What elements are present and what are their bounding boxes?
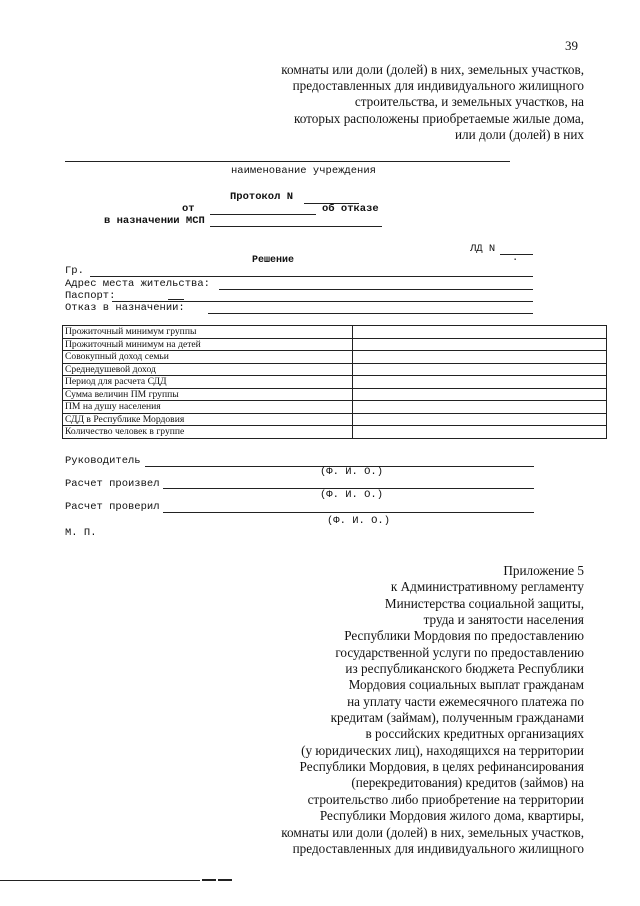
refusal-reason-label: Отказ в назначении:: [65, 302, 185, 314]
appendix-line: Мордовия социальных выплат гражданам: [348, 677, 584, 693]
appendix-header: [281, 563, 584, 857]
appendix-line: комнаты или доли (долей) в них, земельных участков,: [281, 824, 584, 840]
decision-label: Решение: [252, 255, 295, 266]
fio-caption: (Ф. И. О.): [320, 489, 384, 501]
address-label: Адрес места жительства:: [65, 278, 210, 290]
fio-caption: (Ф. И. О.): [327, 515, 391, 527]
header-continuation: [281, 62, 584, 143]
table-row-label: Среднедушевой доход: [63, 363, 353, 376]
ld-dot: .: [512, 252, 519, 264]
appendix-line: строительство либо приобретение на территории: [307, 791, 584, 807]
table-row: [63, 401, 607, 414]
organization-caption: наименование учреждения: [231, 165, 376, 177]
calculation-table: [62, 325, 607, 439]
table-row: [63, 338, 607, 351]
appendix-line: (у юридических лиц), находящихся на территории: [301, 742, 584, 758]
footnote-separator: [0, 880, 200, 881]
table-row: [63, 363, 607, 376]
table-row-label: ПМ на душу населения: [63, 401, 353, 414]
footnote-separator-mark: [202, 879, 216, 881]
calculated-by-label: Расчет произвел: [65, 478, 160, 490]
table-row-label: Прожиточный минимум группы: [63, 326, 353, 339]
table-row-value: [353, 338, 607, 351]
header-line: комнаты или доли (долей) в них, земельных участков,: [281, 62, 584, 77]
msp-label: в назначении МСП: [104, 215, 205, 227]
table-row: [63, 413, 607, 426]
table-row: [63, 326, 607, 339]
table-row-label: Сумма величин ПМ группы: [63, 388, 353, 401]
page-number: 39: [565, 38, 578, 53]
appendix-line: Республики Мордовия, в целях рефинансирования: [299, 759, 584, 775]
table-row-value: [353, 326, 607, 339]
appendix-line: труда и занятости населения: [423, 612, 584, 628]
header-line: строительства, и земельных участков, на: [354, 94, 584, 110]
address-line: [219, 289, 533, 290]
refusal-label: об отказе: [322, 203, 379, 215]
table-row: [63, 351, 607, 364]
table-row-value: [353, 413, 607, 426]
table-row-label: Прожиточный минимум на детей: [63, 338, 353, 351]
checked-by-label: Расчет проверил: [65, 501, 160, 513]
appendix-line: к Административному регламенту: [390, 579, 584, 595]
table-row-label: СДД в Республике Мордовия: [63, 413, 353, 426]
fio-caption: (Ф. И. О.): [320, 466, 384, 478]
citizen-label: Гр.: [65, 265, 84, 277]
table-row-label: Совокупный доход семьи: [63, 351, 353, 364]
table-row: [63, 388, 607, 401]
header-line: которых расположены приобретаемые жилые дома,: [294, 110, 584, 126]
head-signature-label: Руководитель: [65, 455, 141, 467]
refusal-reason-line: [208, 313, 533, 314]
table-row: [63, 376, 607, 389]
table-row-value: [353, 351, 607, 364]
table-row-label: Период для расчета СДД: [63, 376, 353, 389]
table-row-value: [353, 388, 607, 401]
appendix-line: (перекредитования) кредитов (займов) на: [351, 775, 584, 791]
table-row-value: [353, 426, 607, 439]
organization-name-line: [65, 161, 510, 162]
appendix-line: на уплату части ежемесячного платежа по: [347, 693, 584, 709]
table-row-value: [353, 401, 607, 414]
passport-series-line: [168, 299, 184, 300]
appendix-line: предоставленных для индивидуального жилищного: [292, 840, 584, 856]
table-row-value: [353, 363, 607, 376]
appendix-line: Приложение 5: [503, 563, 584, 578]
appendix-line: Республики Мордовия жилого дома, квартиры,: [319, 808, 584, 824]
header-line: или доли (долей) в них: [455, 126, 584, 142]
msp-line: [210, 226, 382, 227]
checked-by-line: [163, 512, 534, 513]
table-row-label: Количество человек в группе: [63, 426, 353, 439]
footnote-separator-mark: [218, 879, 232, 881]
table-row: [63, 426, 607, 439]
citizen-line: [90, 276, 533, 277]
stamp-place-label: М. П.: [65, 527, 97, 539]
ld-number-label: ЛД N: [470, 243, 496, 255]
appendix-line: из республиканского бюджета Республики: [345, 661, 584, 677]
appendix-line: Республики Мордовия по предоставлению: [344, 628, 584, 644]
protocol-date-line: [210, 214, 316, 215]
appendix-line: кредитам (займам), полученным гражданами: [330, 710, 584, 726]
passport-label: Паспорт:: [65, 290, 116, 302]
appendix-line: в российских кредитных организациях: [365, 726, 584, 742]
appendix-line: Министерства социальной защиты,: [384, 595, 584, 611]
table-row-value: [353, 376, 607, 389]
header-line: предоставленных для индивидуального жилищного: [292, 78, 584, 94]
date-from-label: от: [182, 203, 195, 215]
appendix-line: государственной услуги по предоставлению: [335, 644, 584, 660]
protocol-label: Протокол N: [230, 191, 294, 203]
